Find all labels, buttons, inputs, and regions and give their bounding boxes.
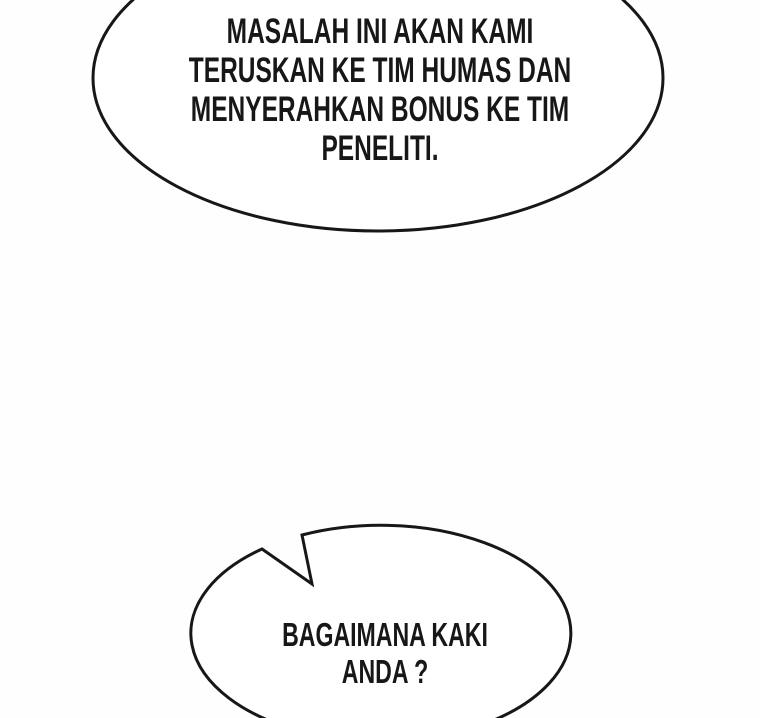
speech-line: TERUSKAN KE TIM HUMAS DAN (188, 51, 572, 90)
speech-bubble-bottom-text (119, 616, 651, 690)
speech-line: ANDA ? (341, 653, 429, 690)
speech-bubble-top-text (114, 12, 646, 168)
speech-line: BAGAIMANA KAKI (282, 616, 488, 653)
speech-line: PENELITI. (321, 129, 439, 168)
speech-line: MENYERAHKAN BONUS KE TIM (190, 90, 570, 129)
speech-line: MASALAH INI AKAN KAMI (226, 12, 534, 51)
